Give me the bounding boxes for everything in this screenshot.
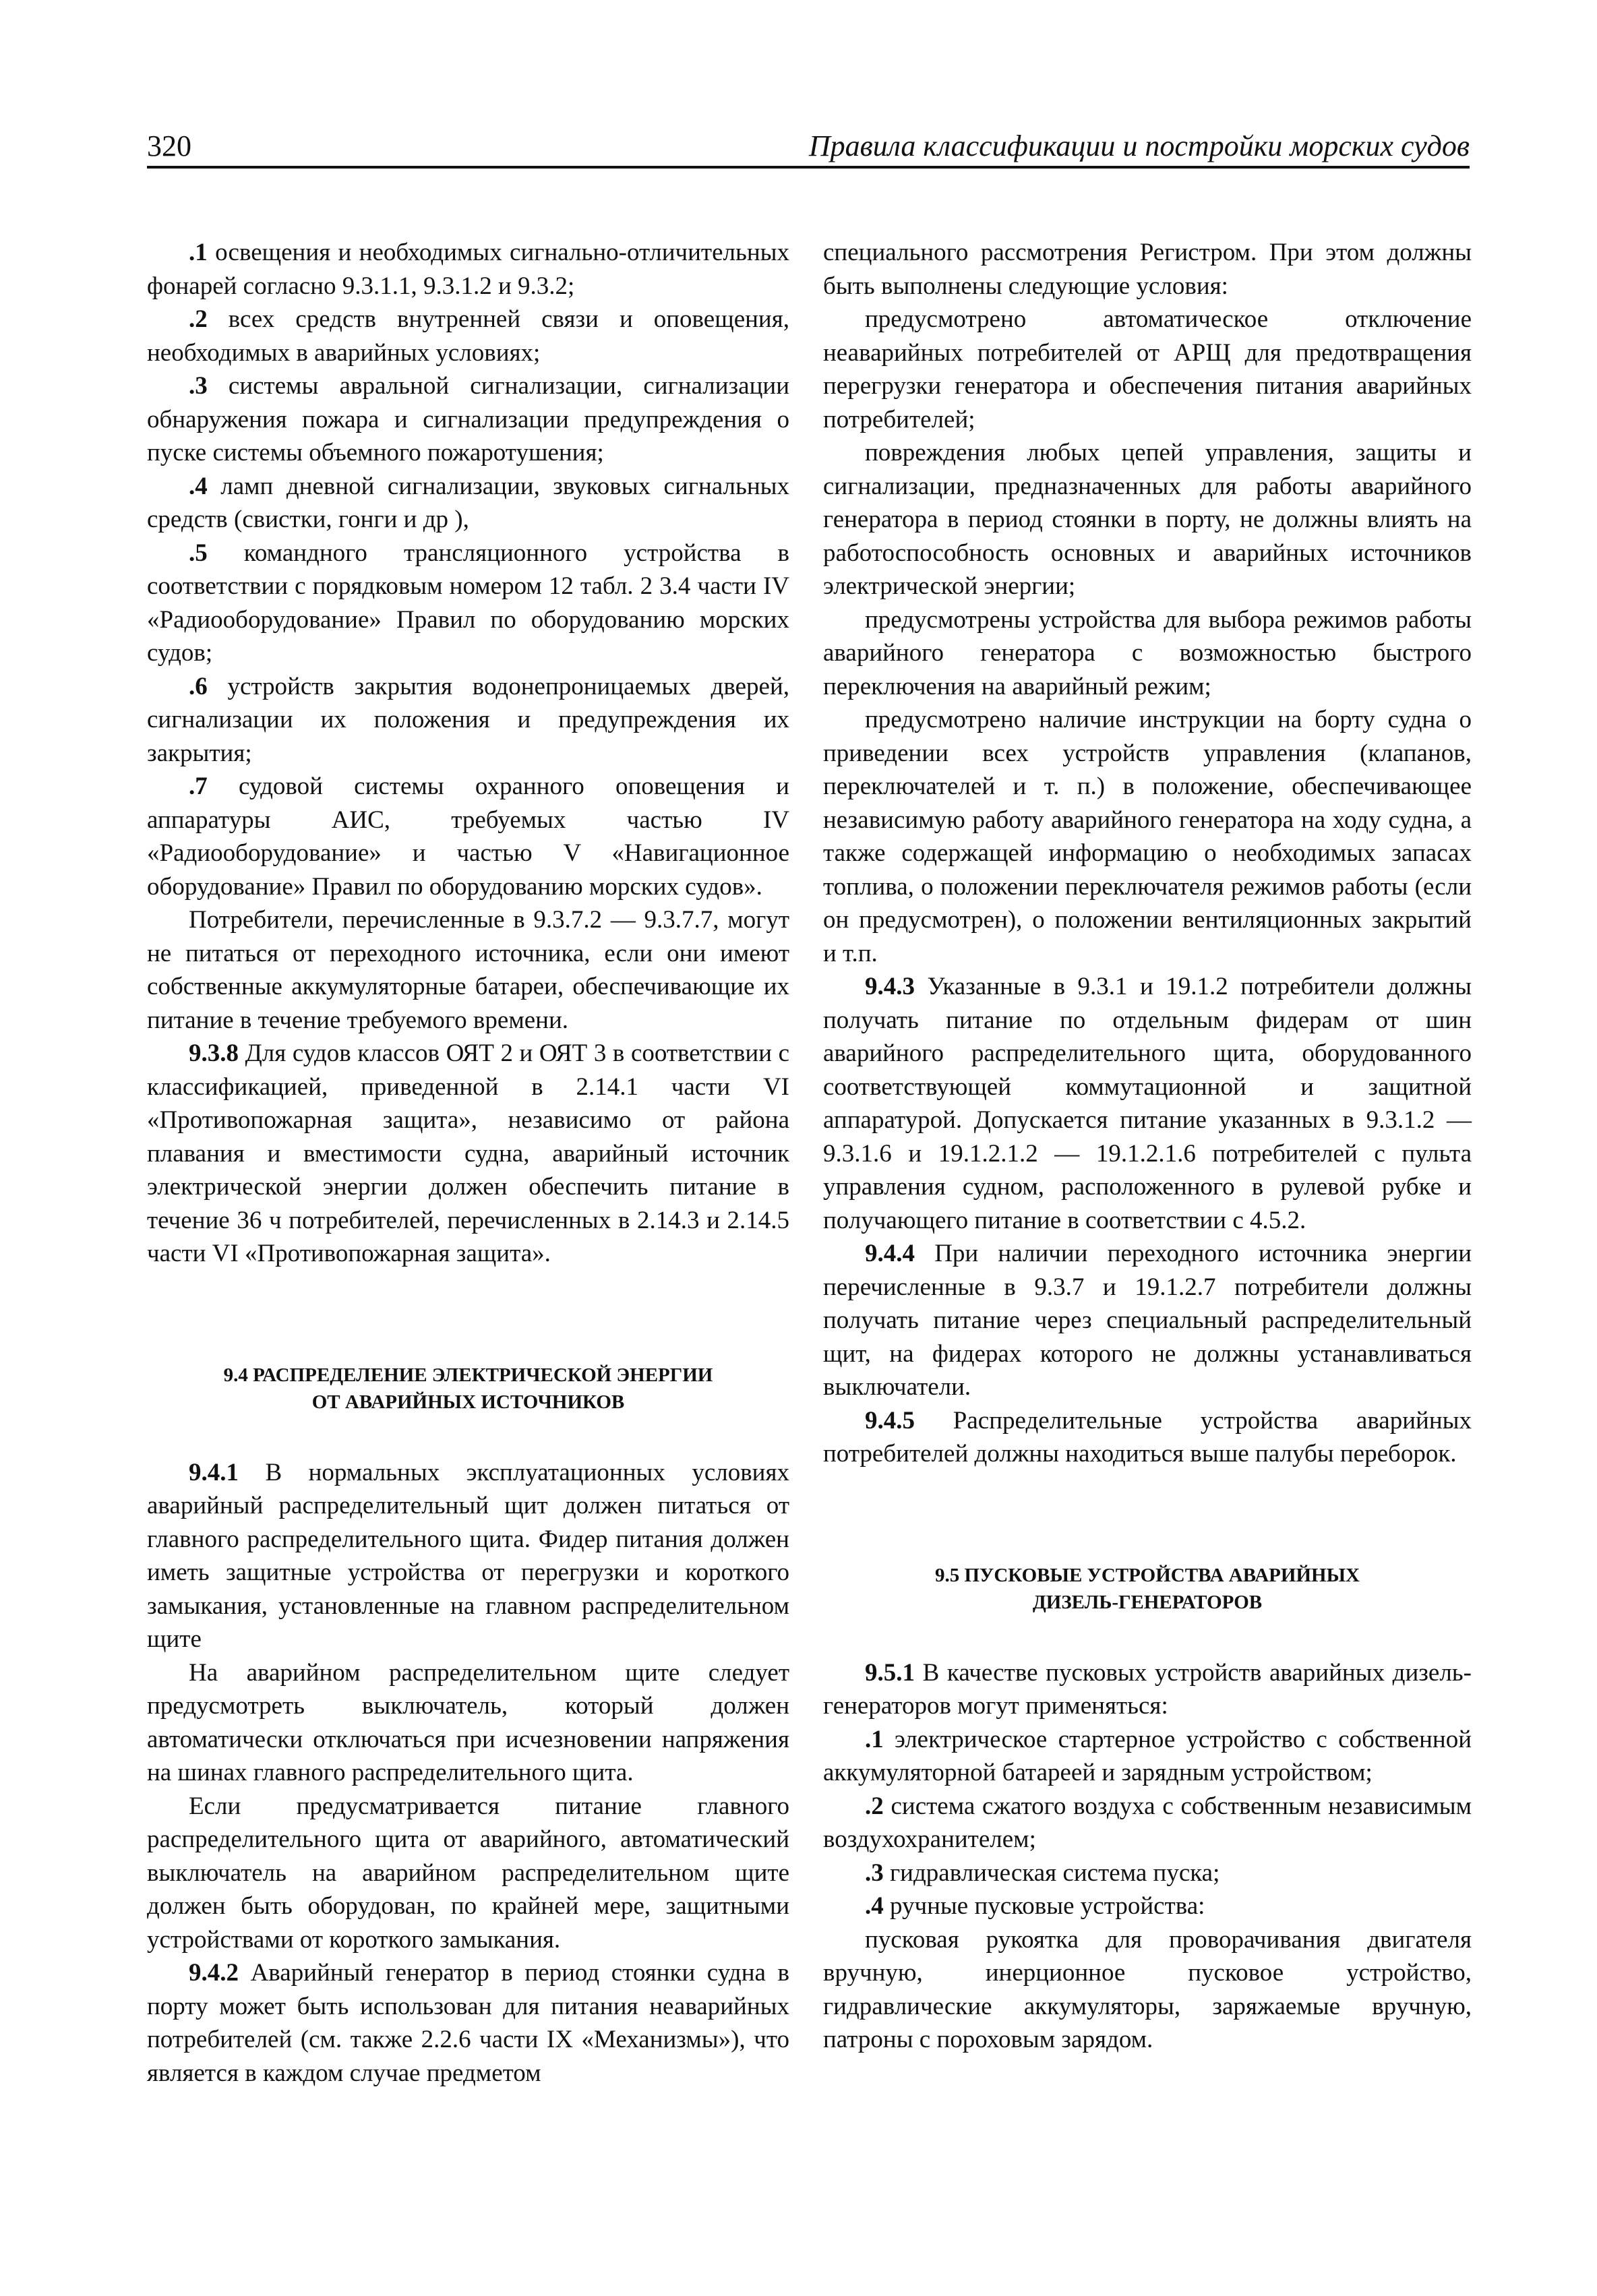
section-heading xyxy=(147,1362,789,1416)
left-column xyxy=(147,236,789,2090)
item-number: .2 xyxy=(865,1792,884,1820)
page-number: 320 xyxy=(147,129,191,162)
paragraph-text: Аварийный генератор в период стоянки судна в порту может быть использован для питания неаварийных потребителей (см. также 2.2.6 части IX «Механизмы»), что является в каждом случае предметом xyxy=(147,1959,789,2087)
paragraph-text: системы авральной сигнализации, сигнализации обнаружения пожара и сигнализации предупреждения о пуске системы объемного пожаротушения; xyxy=(147,372,789,466)
paragraph-text: Указанные в 9.3.1 и 19.1.2 потребители должны получать питание по отдельным фидерам от шин аварийного распределительного щита, оборудованного соответствующей коммутационной и защитной аппаратурой. Допускается питание указанных в 9.3.1.2 — 9.3.1.6 и 19.1.2.1.2 — 19.1.2.1.6 потребителей с пульта управления судном, расположенного в рулевой рубке и получающего питание в соответствии с 4.5.2. xyxy=(823,973,1472,1234)
paragraph-text: В качестве пусковых устройств аварийных дизель-генераторов могут применяться: xyxy=(823,1658,1472,1720)
paragraph xyxy=(823,1723,1472,1790)
item-number: .4 xyxy=(865,1892,884,1920)
right-column xyxy=(823,236,1472,2057)
paragraph: Если предусматривается питание главного распределительного щита от аварийного, автоматический выключатель на аварийном распределительном щите должен быть оборудован, по крайней мере, защитными устройствами от короткого замыкания. xyxy=(147,1792,789,1954)
paragraph xyxy=(147,1956,789,2090)
paragraph-text: электрическое стартерное устройство с собственной аккумуляторной батареей и зарядным устройством; xyxy=(823,1725,1472,1786)
paragraph xyxy=(823,1404,1472,1471)
paragraph-text: устройств закрытия водонепроницаемых дверей, сигнализации их положения и предупреждения их закрытия; xyxy=(147,672,789,767)
paragraph-text: освещения и необходимых сигнально-отличительных фонарей согласно 9.3.1.1, 9.3.1.2 и 9.3.2; xyxy=(147,239,789,300)
paragraph xyxy=(147,770,789,903)
clause-number: 9.5.1 xyxy=(865,1658,915,1687)
paragraph xyxy=(823,1890,1472,1923)
clause-number: 9.4.1 xyxy=(189,1458,239,1486)
paragraph xyxy=(147,537,789,670)
paragraph xyxy=(147,236,789,303)
paragraph: предусмотрено наличие инструкции на борту судна о приведении всех устройств управления (клапанов, переключателей и т. п.) в положение, обеспечивающее независимую работу аварийного генератора на ходу судна, а также содержащей информацию о необходимых запасах топлива, о положении переключателя режимов работы (если он предусмотрен), о положении вентиляционных закрытий и т.п. xyxy=(823,706,1472,967)
paragraph-text: командного трансляционного устройства в соответствии с порядковым номером 12 табл. 2 3.4 части IV «Радиооборудование» Правил по оборудованию морских судов; xyxy=(147,539,789,667)
paragraph: предусмотрено автоматическое отключение неаварийных потребителей от АРЩ для предотвращения перегрузки генератора и обеспечения питания аварийных потребителей; xyxy=(823,305,1472,433)
clause-number: 9.4.2 xyxy=(189,1959,239,1987)
clause-number: 9.4.3 xyxy=(865,973,915,1000)
running-title: Правила классификации и постройки морских судов xyxy=(808,129,1470,162)
paragraph-text: ручные пусковые устройства: xyxy=(883,1892,1205,1920)
paragraph-text: система сжатого воздуха с собственным независимым воздухохранителем; xyxy=(823,1792,1472,1853)
paragraph: Потребители, перечисленные в 9.3.7.2 — 9.3.7.7, могут не питаться от переходного источника, если они имеют собственные аккумуляторные батареи, обеспечивающие их питание в течение требуемого времени. xyxy=(147,906,789,1034)
page-header xyxy=(147,128,1470,169)
item-number: .5 xyxy=(189,539,208,567)
clause-number: 9.4.5 xyxy=(865,1406,915,1434)
spacer xyxy=(823,1616,1472,1656)
section-heading xyxy=(823,1562,1472,1616)
item-number: .3 xyxy=(189,372,208,400)
paragraph xyxy=(823,1856,1472,1890)
clause-number: 9.4.4 xyxy=(865,1240,915,1267)
paragraph xyxy=(823,1237,1472,1404)
item-number: .2 xyxy=(189,305,208,333)
paragraph: пусковая рукоятка для проворачивания двигателя вручную, инерционное пусковое устройство, гидравлические аккумуляторы, заряжаемые вручную, патроны с пороховым зарядом. xyxy=(823,1925,1472,2053)
paragraph: специального рассмотрения Регистром. При этом должны быть выполнены следующие условия: xyxy=(823,239,1472,300)
item-number: .1 xyxy=(189,239,208,266)
item-number: .3 xyxy=(865,1859,884,1887)
item-number: .6 xyxy=(189,672,208,700)
paragraph xyxy=(147,1037,789,1271)
spacer xyxy=(823,1471,1472,1562)
paragraph xyxy=(147,1456,789,1656)
section-heading-line: 9.4 РАСПРЕДЕЛЕНИЕ ЭЛЕКТРИЧЕСКОЙ ЭНЕРГИИ xyxy=(223,1364,713,1386)
item-number: .4 xyxy=(189,472,208,500)
section-heading-line: ОТ АВАРИЙНЫХ ИСТОЧНИКОВ xyxy=(311,1391,625,1413)
spacer xyxy=(147,1416,789,1456)
paragraph xyxy=(823,1656,1472,1723)
paragraph xyxy=(823,970,1472,1237)
spacer xyxy=(147,1271,789,1362)
paragraph xyxy=(147,369,789,470)
paragraph: предусмотрены устройства для выбора режимов работы аварийного генератора с возможностью быстрого переключения на аварийный режим; xyxy=(823,605,1472,700)
paragraph-text: судовой системы охранного оповещения и аппаратуры АИС, требуемых частью IV «Радиооборудование» и частью V «Навигационное оборудование» Правил по оборудованию морских судов». xyxy=(147,773,789,901)
paragraph xyxy=(147,470,789,537)
paragraph-text: В нормальных эксплуатационных условиях аварийный распределительный щит должен питаться от главного распределительного щита. Фидер питания должен иметь защитные устройства от перегрузки и короткого замыкания, установленные на главном распределительном щите xyxy=(147,1458,789,1653)
paragraph-text: Для судов классов ОЯТ 2 и ОЯТ 3 в соответствии с классификацией, приведенной в 2.14.1 части VI «Противопожарная защита», независимо от района плавания и вместимости судна, аварийный источник электрической энергии должен обеспечить питание в течение 36 ч потребителей, перечисленных в 2.14.3 и 2.14.5 части VI «Противопожарная защита». xyxy=(147,1039,789,1267)
paragraph: На аварийном распределительном щите следует предусмотреть выключатель, который должен автоматически отключаться при исчезновении напряжения на шинах главного распределительного щита. xyxy=(147,1658,789,1786)
paragraph-text: ламп дневной сигнализации, звуковых сигнальных средств (свистки, гонги и др ), xyxy=(147,472,789,533)
paragraph: повреждения любых цепей управления, защиты и сигнализации, предназначенных для работы аварийного генератора в период стоянки в порту, не должны влиять на работоспособность основных и аварийных источников электрической энергии; xyxy=(823,439,1472,600)
paragraph-text: Распределительные устройства аварийных потребителей должны находиться выше палубы переборок. xyxy=(823,1406,1472,1468)
paragraph-text: гидравлическая система пуска; xyxy=(883,1859,1220,1887)
paragraph-text: При наличии переходного источника энергии перечисленные в 9.3.7 и 19.1.2.7 потребители должны получать питание через специальный распределительный щит, на фидерах которого не должны устанавливаться выключатели. xyxy=(823,1240,1472,1401)
item-number: .7 xyxy=(189,773,208,800)
paragraph-text: всех средств внутренней связи и оповещения, необходимых в аварийных условиях; xyxy=(147,305,789,367)
paragraph xyxy=(147,303,789,369)
paragraph xyxy=(147,670,789,771)
paragraph xyxy=(823,1790,1472,1856)
section-heading-line: 9.5 ПУСКОВЫЕ УСТРОЙСТВА АВАРИЙНЫХ xyxy=(935,1564,1360,1586)
clause-number: 9.3.8 xyxy=(189,1039,239,1067)
item-number: .1 xyxy=(865,1725,884,1753)
section-heading-line: ДИЗЕЛЬ-ГЕНЕРАТОРОВ xyxy=(1032,1591,1263,1613)
